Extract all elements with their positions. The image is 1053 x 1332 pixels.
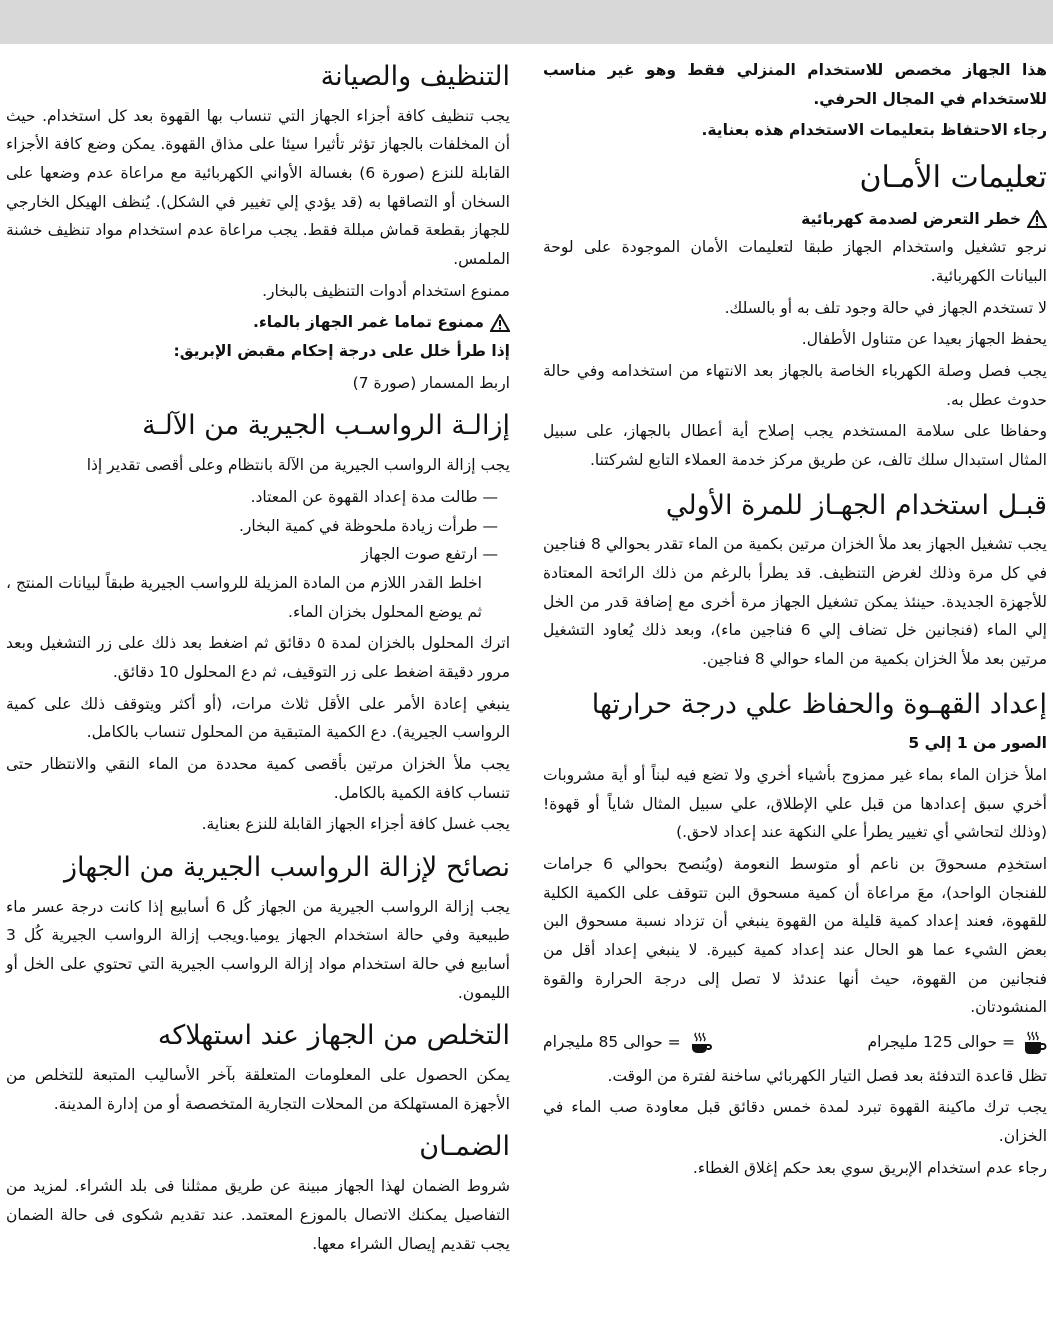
list-item: — طرأت زيادة ملحوظة في كمية البخار.: [6, 512, 498, 541]
descaling-p1: اترك المحلول بالخزان لمدة ٥ دقائق ثم اضغط بعد ذلك على زر التشغيل وبعد مرور دقيقة اضغط على زر التوقيف، ثم دع المحلول 10 دقائق.: [6, 634, 510, 681]
warning-triangle-icon: [1027, 210, 1047, 228]
cup-sizes: [543, 1028, 1047, 1057]
first-use-title: قبـل استخدام الجهـاز للمرة الأولي: [665, 489, 1047, 521]
cleaning-p2: ممنوع استخدام أدوات التنظيف بالبخار.: [262, 281, 510, 300]
safety-p5: وحفاظا على سلامة المستخدم يجب إصلاح أية أعطال بالجهاز، على سبيل المثال استبدال سلك تالف، عن طريق مركز خدمة العملاء التابع لشركتنا.: [543, 422, 1047, 469]
prepare-figures: الصور من 1 إلي 5: [908, 734, 1047, 753]
intro-keep-instructions: رجاء الاحتفاظ بتعليمات الاستخدام هذه بعناية.: [701, 121, 1047, 140]
disposal-title: التخلص من الجهاز عند استهلاكه: [157, 1020, 510, 1052]
safety-p1: نرجو تشغيل واستخدام الجهاز طبقا لتعليمات الأمان الموجودة على لوحة البيانات الكهربائية.: [543, 238, 1047, 285]
large-cup-icon: [1021, 1030, 1047, 1056]
list-item: — ارتفع صوت الجهاز: [6, 540, 498, 569]
right-column: [543, 56, 1047, 1185]
safety-p4: يجب فصل وصلة الكهرباء الخاصة بالجهاز بعد الانتهاء من استخدامه وفي حالة حدوث عطل به.: [543, 361, 1047, 409]
first-use-p1: يجب تشغيل الجهاز بعد ملأ الخزان مرتين بكمية من الماء تقدر بحوالي 8 فناجين في كل مرة وذلك لغرض التنظيف. قد يطرأ بالرغم من ذلك الرائحة المعتادة للأجهزة الجديدة. حينئذ يمكن تشغيل الجهاز مرة أخرى مع إضافة قدر من الخل إلي الماء (فنجانين خل تضاف إلي 6 فناجين ماء)، وبعد ذلك يُعاود التشغيل مرتين بعد ملأ الخزان بكمية من الماء حوالي 8 فناجين.: [543, 535, 1047, 668]
shock-warning: [543, 205, 1047, 234]
prepare-p4: يجب ترك ماكينة القهوة تبرد لمدة خمس دقائق قبل معاودة صب الماء في الخزان.: [543, 1098, 1047, 1145]
descaling-title: إزالـة الرواسـب الجيرية من الآلـة: [142, 410, 510, 442]
warranty-title: الضمـان: [419, 1131, 510, 1163]
immersion-warning: [6, 308, 510, 337]
prepare-p5: رجاء عدم استخدام الإبريق سوي بعد حكم إغلاق الغطاء.: [692, 1158, 1047, 1177]
prepare-p1: املأ خزان الماء بماء غير ممزوج بأشياء أخري ولا تضع فيه لبناً أو أية مشروبات أخري سبق إعدادها من قبل علي الإطلاق، علي سبيل المثال شاياً أو قهوة! (وذلك لتحاشي أي تغيير يطرأ علي النكهة عند إعداد لاحق.): [543, 766, 1047, 842]
shock-warning-text: خطر التعرض لصدمة كهربائية: [801, 209, 1021, 228]
cleaning-p1: يجب تنظيف كافة أجزاء الجهاز التي تنساب بها القهوة بعد كل استخدام. حيث أن المخلفات بالجهاز تؤثر تأثيرا سيئا على مذاق القهوة. يمكن وضع كافة الأجزاء القابلة للنزع (صورة 6) بغسالة الأواني الكهربائية مع مراعاة عدم وضعها على السخان أو التصاقها به (قد يؤدي إلي تغيير في الشكل). يُنظف الهيكل الخارجي للجهاز بقطعة قماش مبللة فقط. يجب مراعاة عدم استخدام مواد تنظيف خشنة الملمس.: [6, 106, 510, 269]
warning-triangle-icon: [490, 314, 510, 332]
handle-problem: إذا طرأ خلل على درجة إحكام مقبض الإبريق:: [173, 342, 510, 361]
small-cup-icon: [687, 1030, 713, 1056]
header-band: [0, 0, 1053, 44]
descaling-p3: يجب ملأ الخزان مرتين بأقصى كمية محددة من الماء النقي والانتظار حتى تنساب كافة الكمية بالكامل.: [6, 754, 510, 802]
cup-large: [868, 1028, 1047, 1057]
safety-p2: لا تستخدم الجهاز في حالة وجود تلف به أو بالسلك.: [724, 298, 1047, 317]
cup-small-text: = حوالى 85 مليجرام: [543, 1033, 681, 1052]
descaling-p2: ينبغي إعادة الأمر على الأقل ثلاث مرات، (أو أكثر ويتوقف ذلك على كمية الرواسب الجيرية). دع الكمية المتبقية من المحلول تنساب بالكامل.: [6, 694, 510, 742]
left-column: [6, 56, 510, 1261]
prepare-p3: تظل قاعدة التدفئة بعد فصل التيار الكهربائي ساخنة لفترة من الوقت.: [607, 1066, 1047, 1085]
safety-p3: يحفظ الجهاز بعيدا عن متناول الأطفال.: [801, 330, 1047, 349]
disposal-p1: يمكن الحصول على المعلومات المتعلقة بآخر الأساليب المتبعة للتخلص من الأجهزة المستهلكة من المحلات التجارية المتخصصة أو من إدارة المدينة.: [6, 1066, 510, 1113]
cup-small: [543, 1028, 713, 1057]
intro-household-note: هذا الجهاز مخصص للاستخدام المنزلي فقط وهو غير مناسب للاستخدام في المجال الحرفي.: [543, 61, 1047, 108]
descaling-conditions: [6, 483, 510, 569]
immersion-warning-text: ممنوع تماما غمر الجهاز بالماء.: [252, 313, 484, 332]
handle-fix: اربط المسمار (صورة 7): [352, 373, 510, 392]
descaling-intro: يجب إزالة الرواسب الجيرية من الآلة بانتظام وعلى أقصى تقدير إذا: [86, 456, 510, 475]
prepare-title: إعداد القهـوة والحفاظ علي درجة حرارتها: [591, 688, 1047, 720]
tips-p1: يجب إزالة الرواسب الجيرية من الجهاز كُل 6 أسابيع إذا كانت درجة عسر ماء طبيعية وفي حالة استخدام الجهاز يوميا.ويجب إزالة الرواسب الجيرية كُل 3 أسابيع في حالة استخدام مواد إزالة الرواسب الجيرية التي تحتوي على الخل أو الليمون.: [6, 897, 510, 1002]
safety-title: تعليمات الأمـان: [859, 160, 1047, 196]
descaling-mix: اخلط القدر اللازم من المادة المزيلة للرواسب الجيرية طبقاً لبيانات المنتج ، ثم يوضع المحلول بخزان الماء.: [6, 573, 482, 621]
tips-title: نصائح لإزالة الرواسب الجيرية من الجهاز: [63, 851, 510, 883]
cleaning-title: التنظيف والصيانة: [320, 61, 510, 92]
cup-large-text: = حوالى 125 مليجرام: [867, 1033, 1015, 1052]
list-item: — طالت مدة إعداد القهوة عن المعتاد.: [6, 483, 498, 512]
prepare-p2: استخدِم مسحوقَ بن ناعم أو متوسط النعومة (ويُنصح بحوالي 6 جرامات للفنجان الواحد)، معَ مراعاة أن كمية مسحوق البن تتوقف على الكمية الكلية للقهوة، فعند إعداد كمية قليلة من القهوة ينبغي أن تزداد نسبة مسحوق البن بعض الشيء عما هو الحال عند إعداد كمية كبيرة. لا ينبغي إعداد أقل من فنجانين من القهوة، حيث أنها عندئذ لا تصل إلى درجة الحرارة والقوة المنشودتان.: [543, 855, 1047, 1017]
warranty-p1: شروط الضمان لهذا الجهاز مبينة عن طريق ممثلنا فى بلد الشراء. لمزيد من التفاصيل يمكنك الاتصال بالموزع المعتمد. عند تقديم شكوى فى حالة الضمان يجب تقديم إيصال الشراء معها.: [6, 1177, 510, 1253]
descaling-p4: يجب غسل كافة أجزاء الجهاز القابلة للنزع بعناية.: [201, 815, 510, 834]
